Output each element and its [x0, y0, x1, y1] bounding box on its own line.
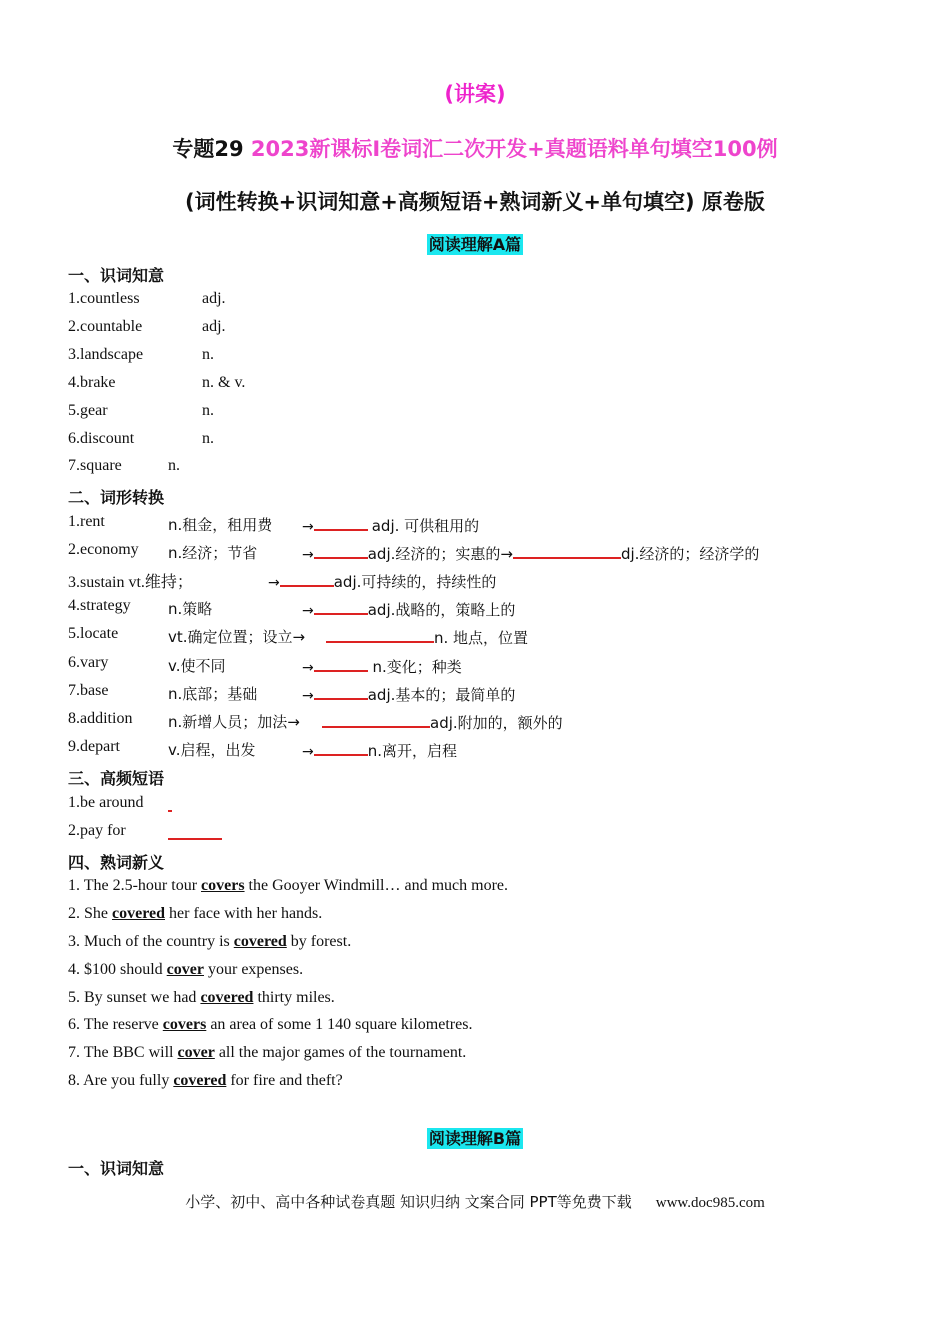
answer-blank[interactable]: [326, 625, 434, 643]
source-word: 6.vary: [68, 654, 109, 671]
vocab-word: 6.discount: [68, 430, 135, 447]
word-form-row: [68, 682, 108, 700]
answer-line: [302, 541, 759, 564]
word-form-row: [68, 710, 132, 728]
answer-line: [326, 625, 528, 648]
key-word: covered: [233, 933, 287, 950]
word-form-row: [68, 513, 105, 531]
source-meaning: n.底部；基础: [168, 685, 258, 703]
example-sentence: [68, 905, 322, 923]
answer-blank[interactable]: [314, 738, 368, 756]
footer-text: 小学、初中、高中各种试卷真题 知识归纳 文案合同 PPT等免费下载: [185, 1193, 632, 1211]
vocab-row: [68, 402, 108, 420]
source-meaning: n.策略: [168, 600, 213, 618]
answer-blank[interactable]: [513, 541, 621, 559]
answer-line: [268, 569, 496, 592]
source-word: 1.rent: [68, 513, 105, 530]
key-word: covered: [112, 905, 166, 922]
key-word: covers: [201, 877, 245, 894]
answer-line: [322, 710, 563, 733]
sentence-post: all the major games of the tournament.: [214, 1044, 467, 1061]
target-meaning: adj.战略的，策略上的: [367, 601, 516, 619]
sentence-post: her face with her hands.: [165, 905, 323, 922]
lecture-tag: (讲案): [444, 82, 506, 106]
title-prefix: 专题29: [172, 137, 244, 161]
sentence-pre: 8. Are you fully: [68, 1072, 174, 1089]
vocab-word: 7.square: [68, 457, 122, 474]
section-b-title: [0, 1126, 950, 1149]
example-sentence: [68, 1016, 472, 1034]
key-word: covered: [173, 1072, 227, 1089]
source-meaning: n.新增人员；加法→: [168, 713, 300, 731]
answer-line: [302, 738, 457, 761]
source-meaning: n.租金，租用费: [168, 516, 273, 534]
document-subtitle: (词性转换+识词知意+高频短语+熟词新义+单句填空) 原卷版: [185, 190, 765, 214]
source-word: 7.base: [68, 682, 109, 699]
example-sentence: [68, 989, 335, 1007]
vocab-word: 4.brake: [68, 374, 116, 391]
part4-heading: 四、熟词新义: [68, 853, 165, 872]
source-word: 3.sustain vt.维持；: [68, 574, 193, 591]
word-form-row: [68, 625, 118, 643]
sentence-pre: 5. By sunset we had: [68, 989, 201, 1006]
sentence-pre: 1. The 2.5-hour tour: [68, 877, 202, 894]
vocab-row: [68, 290, 140, 308]
answer-line: [302, 654, 462, 677]
word-form-row: [68, 738, 120, 756]
answer-line: [302, 682, 515, 705]
footer-url[interactable]: www.doc985.com: [655, 1195, 765, 1211]
phrase-text: 2.pay for: [68, 822, 126, 839]
vocab-word: 1.countless: [68, 290, 140, 307]
arrow-icon: →: [302, 603, 314, 619]
sentence-post: for fire and theft?: [226, 1072, 343, 1089]
sentence-pre: 4. $100 should: [68, 961, 167, 978]
key-word: covers: [162, 1016, 207, 1033]
answer-blank[interactable]: [314, 513, 368, 531]
target-meaning: adj.经济的；实惠的→: [367, 545, 513, 563]
target-meaning: n.离开，启程: [367, 742, 458, 760]
phrase-row: [68, 822, 126, 840]
source-word: 5.locate: [68, 625, 119, 642]
vocab-pos: n.: [202, 430, 214, 447]
vocab-pos: adj.: [202, 290, 226, 307]
arrow-icon: →: [302, 688, 314, 704]
target-meaning: n. 地点，位置: [434, 629, 529, 647]
vocab-pos: n.: [202, 346, 214, 363]
title-highlight: 2023新课标I卷词汇二次开发+真题语料单句填空100例: [250, 137, 778, 161]
arrow-icon: →: [302, 744, 314, 760]
answer-line: [302, 513, 479, 536]
vocab-row: [68, 374, 116, 392]
vocab-word: 3.landscape: [68, 346, 144, 363]
target-meaning: adj.可持续的，持续性的: [333, 573, 497, 591]
arrow-icon: →: [302, 660, 314, 676]
arrow-icon: →: [302, 547, 314, 563]
vocab-word: 5.gear: [68, 402, 108, 419]
sentence-pre: 3. Much of the country is: [68, 933, 234, 950]
source-word: 8.addition: [68, 710, 133, 727]
part3-heading: 三、高频短语: [68, 769, 165, 788]
vocab-row: [68, 430, 134, 448]
sentence-post: the Gooyer Windmill… and much more.: [244, 877, 508, 894]
answer-blank[interactable]: [314, 541, 368, 559]
answer-blank[interactable]: [322, 710, 430, 728]
source-word: 4.strategy: [68, 597, 131, 614]
document-title: [0, 133, 950, 163]
answer-blank[interactable]: [314, 654, 368, 672]
section-b-label: 阅读理解B篇: [428, 1129, 522, 1148]
section-b-heading: 一、识词知意: [68, 1159, 165, 1178]
phrase-text: 1.be around: [68, 794, 144, 811]
target-meaning: adj.附加的，额外的: [430, 714, 563, 732]
vocab-word: 2.countable: [68, 318, 143, 335]
sentence-post: an area of some 1 140 square kilometres.: [206, 1016, 473, 1033]
source-word: 2.economy: [68, 541, 139, 558]
phrase-answer: [168, 794, 172, 817]
vocab-pos: n.: [168, 457, 180, 474]
part2-heading: 二、词形转换: [68, 488, 165, 507]
source-meaning: vt.确定位置；设立→: [168, 628, 306, 646]
vocab-row: [68, 346, 143, 364]
example-sentence: [68, 961, 303, 979]
example-sentence: [68, 1044, 466, 1062]
source-meaning: v.使不同: [168, 657, 226, 675]
vocab-pos: n. & v.: [202, 374, 246, 391]
example-sentence: [68, 877, 508, 895]
key-word: cover: [177, 1044, 215, 1061]
vocab-pos: n.: [202, 402, 214, 419]
target-meaning: n.变化；种类: [367, 658, 462, 676]
arrow-icon: →: [268, 575, 280, 591]
target-meaning: adj. 可供租用的: [371, 517, 480, 535]
key-word: covered: [200, 989, 254, 1006]
vocab-row: [68, 457, 122, 475]
vocab-pos: adj.: [202, 318, 226, 335]
phrase-answer: [168, 822, 222, 845]
sentence-post: thirty miles.: [253, 989, 335, 1006]
target-meaning: adj.基本的；最简单的: [367, 686, 516, 704]
sentence-pre: 7. The BBC will: [68, 1044, 178, 1061]
section-a-label: 阅读理解A篇: [428, 235, 522, 254]
answer-line: [302, 597, 515, 620]
part1-heading: 一、识词知意: [68, 266, 165, 285]
source-meaning: n.经济；节省: [168, 544, 258, 562]
key-word: cover: [166, 961, 204, 978]
extra-meaning: dj.经济的；经济学的: [620, 545, 760, 563]
answer-blank[interactable]: [314, 682, 368, 700]
answer-blank[interactable]: [314, 597, 368, 615]
sentence-post: by forest.: [286, 933, 352, 950]
word-form-row: [68, 569, 193, 592]
source-meaning: v.启程，出发: [168, 741, 256, 759]
page-footer: [0, 1191, 950, 1212]
example-sentence: [68, 1072, 343, 1090]
section-a-title: [0, 232, 950, 255]
answer-blank[interactable]: [168, 794, 172, 812]
arrow-icon: →: [302, 519, 314, 535]
word-form-row: [68, 597, 131, 615]
sentence-post: your expenses.: [203, 961, 304, 978]
answer-blank[interactable]: [280, 569, 334, 587]
source-word: 9.depart: [68, 738, 120, 755]
sentence-pre: 2. She: [68, 905, 112, 922]
word-form-row: [68, 654, 108, 672]
phrase-row: [68, 794, 144, 812]
answer-blank[interactable]: [168, 822, 222, 840]
example-sentence: [68, 933, 351, 951]
vocab-row: [68, 318, 142, 336]
word-form-row: [68, 541, 139, 559]
sentence-pre: 6. The reserve: [68, 1016, 163, 1033]
